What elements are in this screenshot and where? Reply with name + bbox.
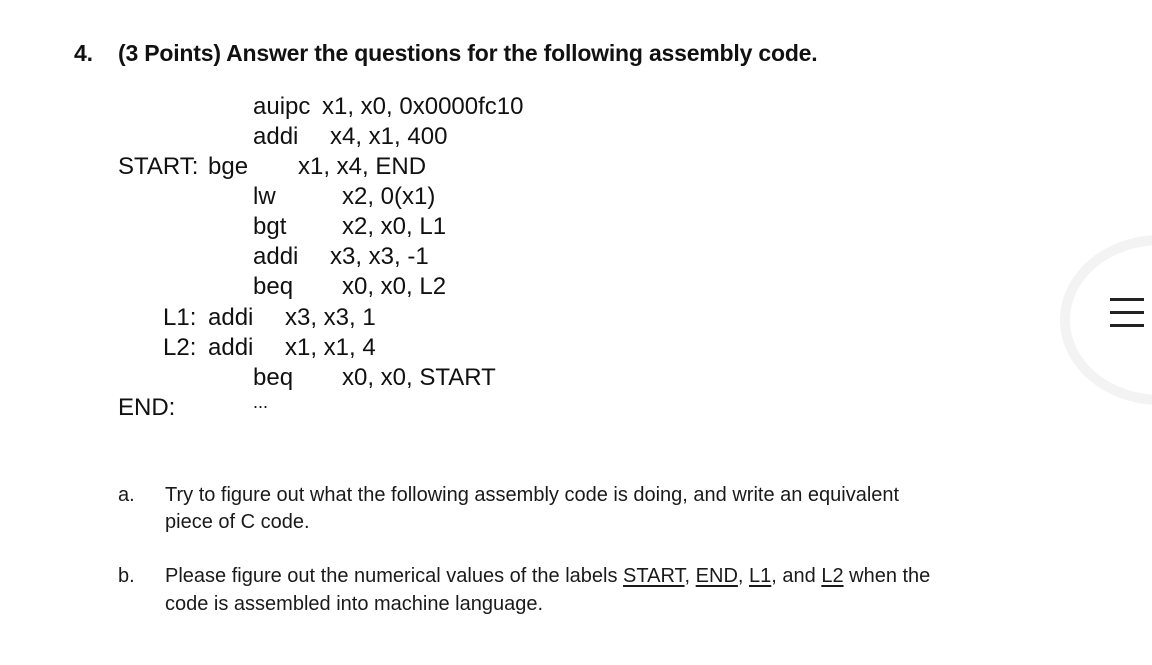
code-op: beq bbox=[253, 273, 294, 300]
code-label-start: START: bbox=[118, 153, 199, 180]
code-op: bge bbox=[208, 153, 249, 180]
code-args: x4, x1, 400 bbox=[330, 123, 448, 150]
label-end-ref: END bbox=[695, 565, 738, 587]
part-a-text-line1: Try to figure out what the following assembly code is doing, and write an equivalent bbox=[165, 484, 900, 506]
question-number: 4. bbox=[74, 40, 93, 66]
code-args: x2, x0, L1 bbox=[342, 213, 447, 240]
label-l2-ref: L2 bbox=[821, 565, 844, 587]
code-op: addi bbox=[253, 243, 299, 270]
code-op: addi bbox=[208, 334, 254, 361]
code-args: x3, x3, -1 bbox=[330, 243, 429, 270]
code-op: beq bbox=[253, 364, 294, 391]
part-b-marker: b. bbox=[118, 565, 135, 587]
code-args: x1, x0, 0x0000fc10 bbox=[322, 93, 524, 120]
question-title: (3 Points) Answer the questions for the following assembly code. bbox=[118, 40, 818, 66]
part-a-text-line2: piece of C code. bbox=[165, 511, 310, 533]
part-a-marker: a. bbox=[118, 484, 135, 506]
code-label-end: END: bbox=[118, 394, 176, 421]
part-b-text-line1: Please figure out the numerical values of the labels START, END, L1, and L2 when the bbox=[165, 565, 931, 587]
menu-icon[interactable] bbox=[1110, 298, 1144, 330]
code-args: x0, x0, START bbox=[342, 364, 496, 391]
label-l1-ref: L1 bbox=[749, 565, 772, 587]
code-op: bgt bbox=[253, 213, 287, 240]
part-b-text-line2: code is assembled into machine language. bbox=[165, 593, 544, 615]
code-args: x2, 0(x1) bbox=[342, 183, 436, 210]
code-args: x0, x0, L2 bbox=[342, 273, 447, 300]
code-label-l1: L1: bbox=[163, 304, 197, 331]
code-op: addi bbox=[208, 304, 254, 331]
code-op: lw bbox=[253, 183, 276, 210]
code-op: addi bbox=[253, 123, 299, 150]
code-args: x3, x3, 1 bbox=[285, 304, 376, 331]
code-ellipsis: ... bbox=[253, 392, 269, 412]
code-label-l2: L2: bbox=[163, 334, 197, 361]
code-op: auipc bbox=[253, 93, 311, 120]
code-args: x1, x1, 4 bbox=[285, 334, 376, 361]
label-start-ref: START bbox=[623, 565, 685, 587]
code-args: x1, x4, END bbox=[298, 153, 427, 180]
